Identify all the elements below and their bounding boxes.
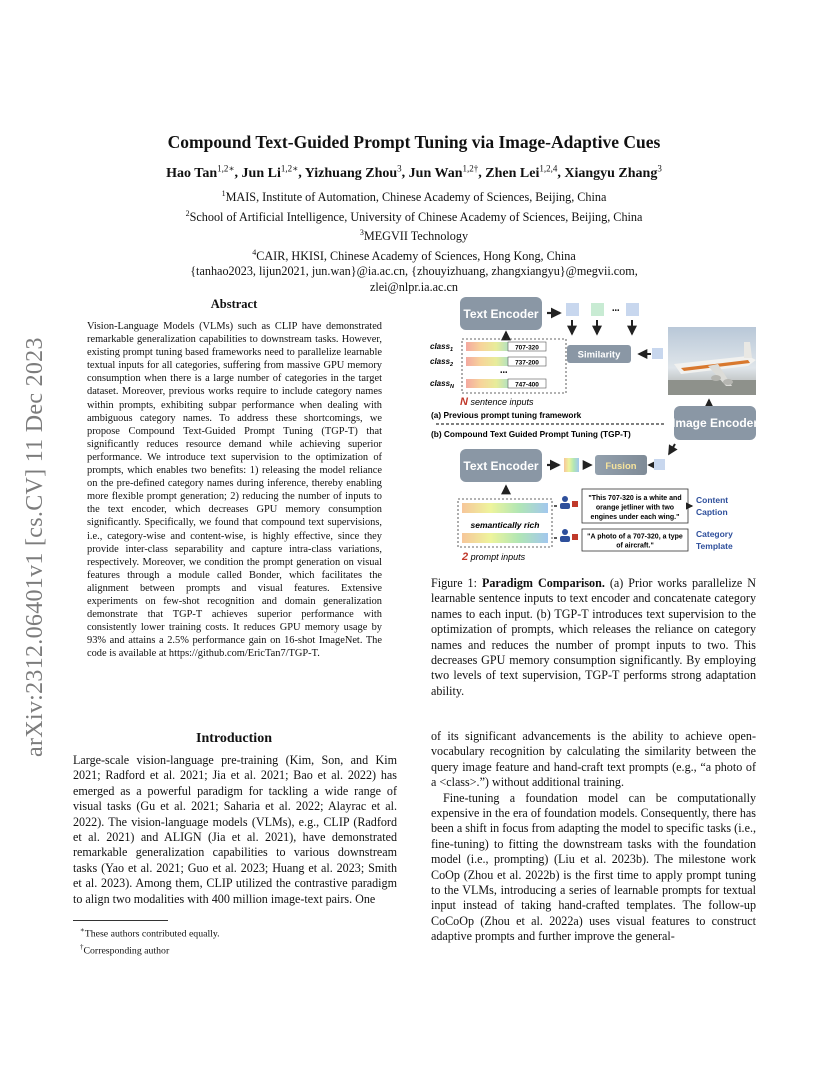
affiliation: $^3$MEGVII Technology — [359, 228, 469, 244]
category-template-label: Category — [696, 529, 733, 539]
author: Yizhuang Zhou$^3$ — [304, 163, 402, 181]
abstract-text: Vision-Language Models (VLMs) such as CLIP have demonstrated remarkable generalization capabilities to downstream tasks. However, existing prompt tuning based frameworks need to parallelize learnable textual inputs for all categories, suffering from massive GPU memory consumption when there is a large number of categories in the target dataset. Moreover, previous works require to include category names within prompts, exhibiting subpar performance when dealing with ambiguous category names. To address these shortcomings, we propose Compound Text-Guided Prompt Tuning (TGP-T) that significantly reduces resource demand while achieving superior performance. We introduce text supervision to the optimization of prompts, which enables two benefits: 1) releasing the model reliance on the pre-defined category names during inference, thereby enabling more flexible prompt generation; 2) reducing the number of inputs to the text encoder, which decreases GPU memory consumption significantly. Specifically, we found that compound text supervisions, i.e., category-wise and content-wise, is highly effective, since they provide inter-class separability and capture intra-class variations, respectively. Moreover, we condition the prompt generation on visual features through a module called Bonder, which facilitates the alignment between prompts and visual features. Extensive experiments on few-shot recognition and domain generalization demonstrate that TGP-T achieves superior performance with consistently lower training costs. It reduces GPU memory usage by 93% and attains a 2.5% performance gain on 16-shot ImageNet. The code is available at https://github.com/EricTan7/TGP-T. — [87, 321, 382, 660]
feature-block — [591, 303, 604, 316]
image-encoder-label: Image Encoder — [671, 416, 759, 430]
email-line: {tanhao2023, lijun2021, jun.wan}@ia.ac.cn, {zhouyizhuang, zhangxiangyu}@megvii.com, — [190, 264, 638, 279]
email-line: zlei@nlpr.ia.ac.cn — [369, 279, 459, 294]
content-caption-label: Caption — [696, 507, 728, 517]
author: Hao Tan$^{1,2∗}$ — [166, 163, 235, 181]
class-label: class$_2$ — [430, 357, 454, 368]
airplane-image — [668, 327, 756, 395]
similarity-label: Similarity — [577, 349, 621, 361]
paper-title: Compound Text-Guided Prompt Tuning via Image-Adaptive Cues — [167, 132, 661, 152]
footnote: ∗These authors contributed equally. — [80, 926, 220, 940]
figure-caption: Figure 1: Paradigm Comparison. (a) Prior works parallelize N learnable sentence inputs to text encoder and concatenate category names to each input. (b) TGP-T introduces text supervision to the optimization of prompts, which releases the reliance on category names and reduces the number of prompt inputs to two. This decreases GPU memory consumption significantly. By employing two levels of text supervision, TGP-T performs strong adaptation ability. — [431, 576, 757, 698]
category-template-label: Template — [696, 541, 733, 551]
content-caption-label: Content — [696, 495, 729, 505]
class-name: 737-200 — [515, 359, 539, 367]
text-encoder-label-top: Text Encoder — [463, 307, 539, 321]
author: Xiangyu Zhang$^3$ — [564, 163, 662, 181]
affiliations — [0, 186, 828, 295]
text-encoder-label-bottom: Text Encoder — [463, 459, 539, 473]
author: Jun $Li^{1,2∗}$ — [241, 163, 299, 181]
fusion-label: Fusion — [605, 461, 637, 472]
footnotes — [80, 924, 220, 958]
content-caption-line: engines under each wing." — [590, 514, 680, 521]
two-prompt-inputs: 2 prompt inputs — [462, 551, 526, 563]
label-a: (a) Previous prompt tuning framework — [431, 410, 582, 420]
intro-paragraph: Large-scale vision-language pre-training (Kim, Son, and Kim 2021; Radford et al. 2021; Jia et al. 2021; Bao et al. 2022) has emerged as a powerful paradigm for tackling a wide range of visual tasks (Gu et al. 2021; Saharia et al. 2022; Alayrac et al. 2022). The vision-language models (VLMs), e.g., CLIP (Radford et al. 2021) and ALIGN (Jia et al. 2021), have demonstrated remarkable generalization capabilities to various downstream tasks (Yao et al. 2021; Guo et al. 2023; Huang et al. 2023; Smith et al. 2023). Among them, CLIP utilized the contrastive paradigm to align two modalities with 400 million image-text pairs. One — [73, 753, 397, 906]
class-label: class$_1$ — [430, 342, 454, 353]
affiliation: $^1$MAIS, Institute of Automation, Chinese Academy of Sciences, Beijing, China — [221, 189, 607, 205]
author: Jun Wan$^{1,2\dagger}$ — [408, 163, 479, 181]
paragraph: of its significant advancements is the ability to achieve open-vocabulary recognition by calculating the similarity between the query image feature and hand-craft text prompts (e.g., “a photo of a <class>.”) without additional training. — [431, 729, 756, 790]
abstract-heading: Abstract — [210, 297, 258, 311]
category-template-line: "A photo of a 707-320, a type — [587, 533, 683, 541]
category-template-line: of aircraft." — [616, 542, 654, 550]
introduction-heading: Introduction — [196, 731, 272, 746]
row-dots: ... — [500, 365, 508, 376]
figure-1 — [426, 294, 761, 566]
class-name: 747-400 — [515, 381, 539, 389]
class-label: class$_N$ — [430, 379, 455, 390]
author: Zhen Lei$^{1,2,4}$ — [485, 163, 558, 181]
feature-block — [566, 303, 579, 316]
class-name: 707-320 — [515, 344, 539, 352]
footnote: †Corresponding author — [80, 943, 170, 957]
label-b: (b) Compound Text Guided Prompt Tuning (TGP-T) — [431, 429, 631, 439]
affiliation: $^2$School of Artificial Intelligence, University of Chinese Academy of Sciences, Beijing, China — [185, 208, 643, 224]
footnote-rule — [73, 920, 168, 921]
user-icon — [560, 529, 578, 542]
right-column-text — [431, 729, 756, 945]
content-caption-line: "This 707-320 is a white and — [588, 495, 682, 502]
content-caption-line: orange jetliner with two — [595, 504, 675, 512]
affiliation: $^4$CAIR, HKISI, Chinese Academy of Sciences, Hong Kong, China — [252, 247, 576, 263]
semantically-rich-label: semantically rich — [470, 520, 540, 530]
arxiv-stamp: arXiv:2312.06401v1 [cs.CV] 11 Dec 2023 — [22, 337, 48, 757]
n-sentence-inputs: N sentence inputs — [460, 396, 534, 408]
author-list: Hao Tan$^{1,2∗}$, Jun $Li^{1,2∗}$, Yizhuang Zhou$^3$, Jun Wan$^{1,2\dagger}$, Zhen Lei$^{1,2,4}$, Xiangyu Zhang$^3$ — [166, 163, 662, 181]
paragraph: Fine-tuning a foundation model can be computationally expensive in the era of foundation models. Consequently, there has been a shift in focus from adapting the model to specific tasks (i.e., fine-tuning) to fitting the downstream tasks with the foundation model (i.e., prompting) (Liu et al. 2023b). The milestone work CoOp (Zhou et al. 2022b) is the first time to apply prompt tuning to the VLMs, introducing a series of learnable prompts for textual input instead of taking hand-crafted templates. The follow-up CoCoOp (Zhou et al. 2022a) uses visual features to construct adaptive prompts and further improve the general- — [431, 790, 756, 944]
feature-dots: ... — [612, 303, 620, 314]
feature-block — [626, 303, 639, 316]
user-icon — [560, 496, 578, 509]
